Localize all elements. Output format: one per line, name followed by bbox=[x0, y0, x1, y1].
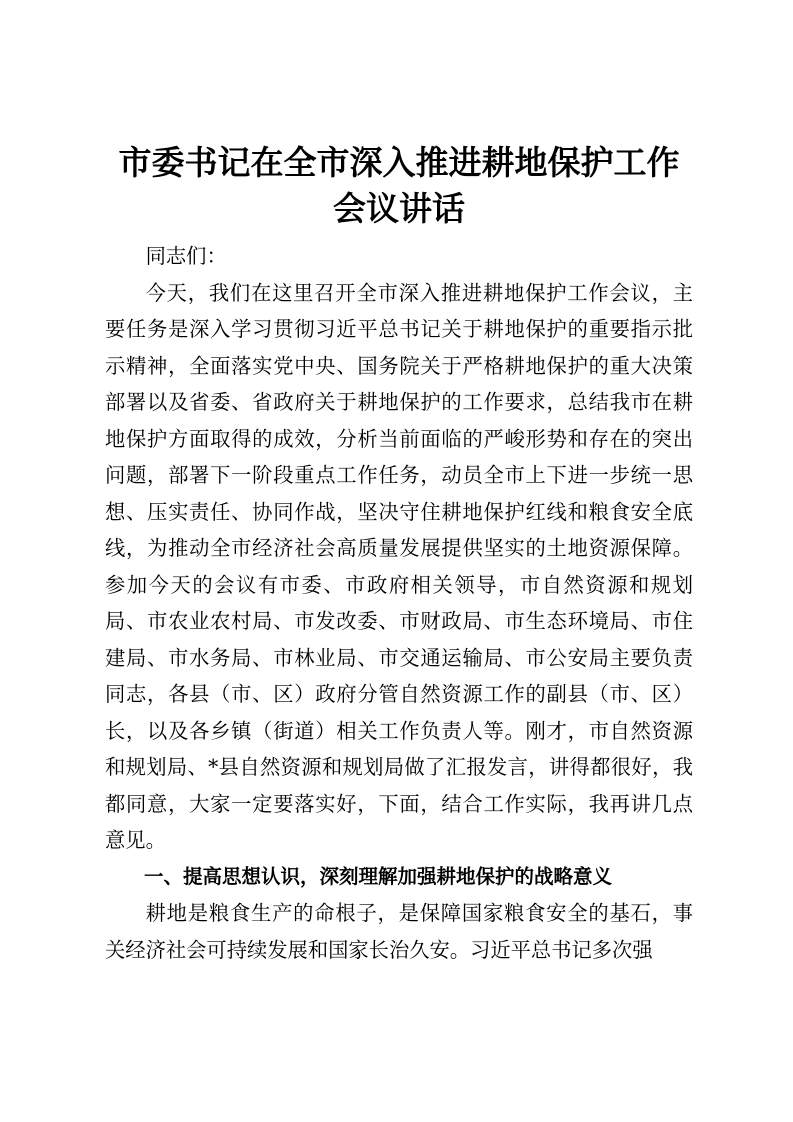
document-title: 市委书记在全市深入推进耕地保护工作会议讲话 bbox=[118, 143, 680, 228]
section-heading: 一、提高思想认识，深刻理解加强耕地保护的战略意义 bbox=[144, 864, 613, 888]
opening-paragraph: 今天，我们在这里召开全市深入推进耕地保护工作会议，主要任务是深入学习贯彻习近平总书记关于耕地保护的重要指示批示精神，全面落实党中央、国务院关于严格耕地保护的重大决策部署以及省委、省政府关于耕地保护的工作要求，总结我市在耕地保护方面取得的成效，分析当前面临的严峻形势和存在的突出问题，部署下一阶段重点工作任务，动员全市上下进一步统一思想、压实责任、协同作战，坚决守住耕地保护红线和粮食安全底线，为推动全市经济社会高质量发展提供坚实的土地资源保障。参加今天的会议有市委、市政府相关领导，市自然资源和规划局、市农业农村局、市发改委、市财政局、市生态环境局、市住建局、市水务局、市林业局、市交通运输局、市公安局主要负责同志，各县（市、区）政府分管自然资源工作的副县（市、区）长，以及各乡镇（街道）相关工作负责人等。刚才，市自然资源和规划局、*县自然资源和规划局做了汇报发言，讲得都很好，我都同意，大家一定要落实好，下面，结合工作实际，我再讲几点意见。 bbox=[105, 280, 693, 852]
salutation: 同志们： bbox=[145, 244, 227, 268]
section-paragraph: 耕地是粮食生产的命根子，是保障国家粮食安全的基石，事关经济社会可持续发展和国家长治久安。习近平总书记多次强 bbox=[105, 901, 693, 962]
document-page bbox=[105, 140, 693, 968]
